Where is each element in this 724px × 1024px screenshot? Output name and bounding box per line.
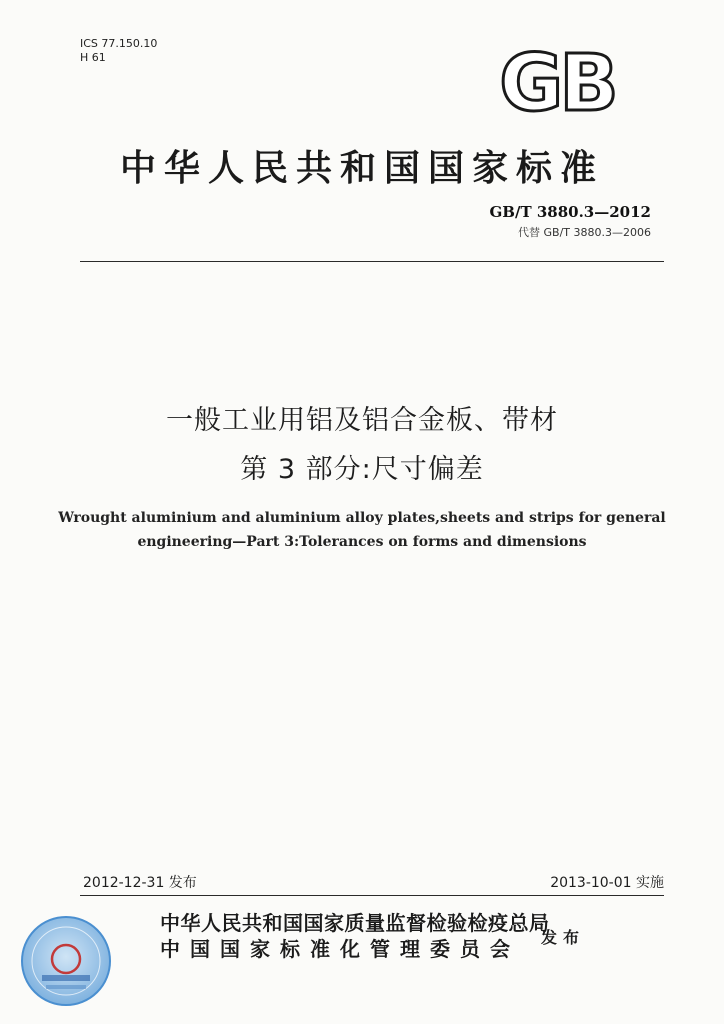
svg-text:GB: GB: [499, 42, 615, 122]
issue-date: 2012-12-31 发布: [83, 875, 197, 891]
ics-code: ICS 77.150.10: [80, 37, 158, 50]
standard-number-block: [489, 203, 651, 240]
anti-counterfeit-seal: [20, 915, 112, 1007]
national-standard-title: 中华人民共和国国家标准: [119, 147, 604, 189]
title-zh-line2: 第 3 部分:尺寸偏差: [240, 454, 484, 485]
standard-number: GB/T 3880.3—2012: [489, 203, 651, 221]
title-zh-line1: 一般工业用铝及铝合金板、带材: [166, 405, 558, 436]
effective-date: 2013-10-01 实施: [550, 875, 664, 891]
gb-logo: [484, 42, 630, 122]
replaces-standard: 代替 GB/T 3880.3—2006: [518, 226, 651, 239]
issuer-sac: 中国国家标准化管理委员会: [160, 937, 520, 961]
title-en-line1: Wrought aluminium and aluminium alloy plates,sheets and strips for general: [58, 510, 666, 526]
publish-label: 发布: [541, 928, 586, 947]
classification-codes: [80, 37, 157, 65]
issuer-aqsiq: 中华人民共和国国家质量监督检验检疫总局: [160, 911, 550, 935]
issuing-authorities: [160, 910, 550, 962]
title-en-line2: engineering—Part 3:Tolerances on forms and dimensions: [137, 534, 587, 550]
ccs-code: H 61: [80, 51, 106, 64]
header-divider: [80, 261, 664, 262]
footer-divider: [80, 895, 664, 896]
